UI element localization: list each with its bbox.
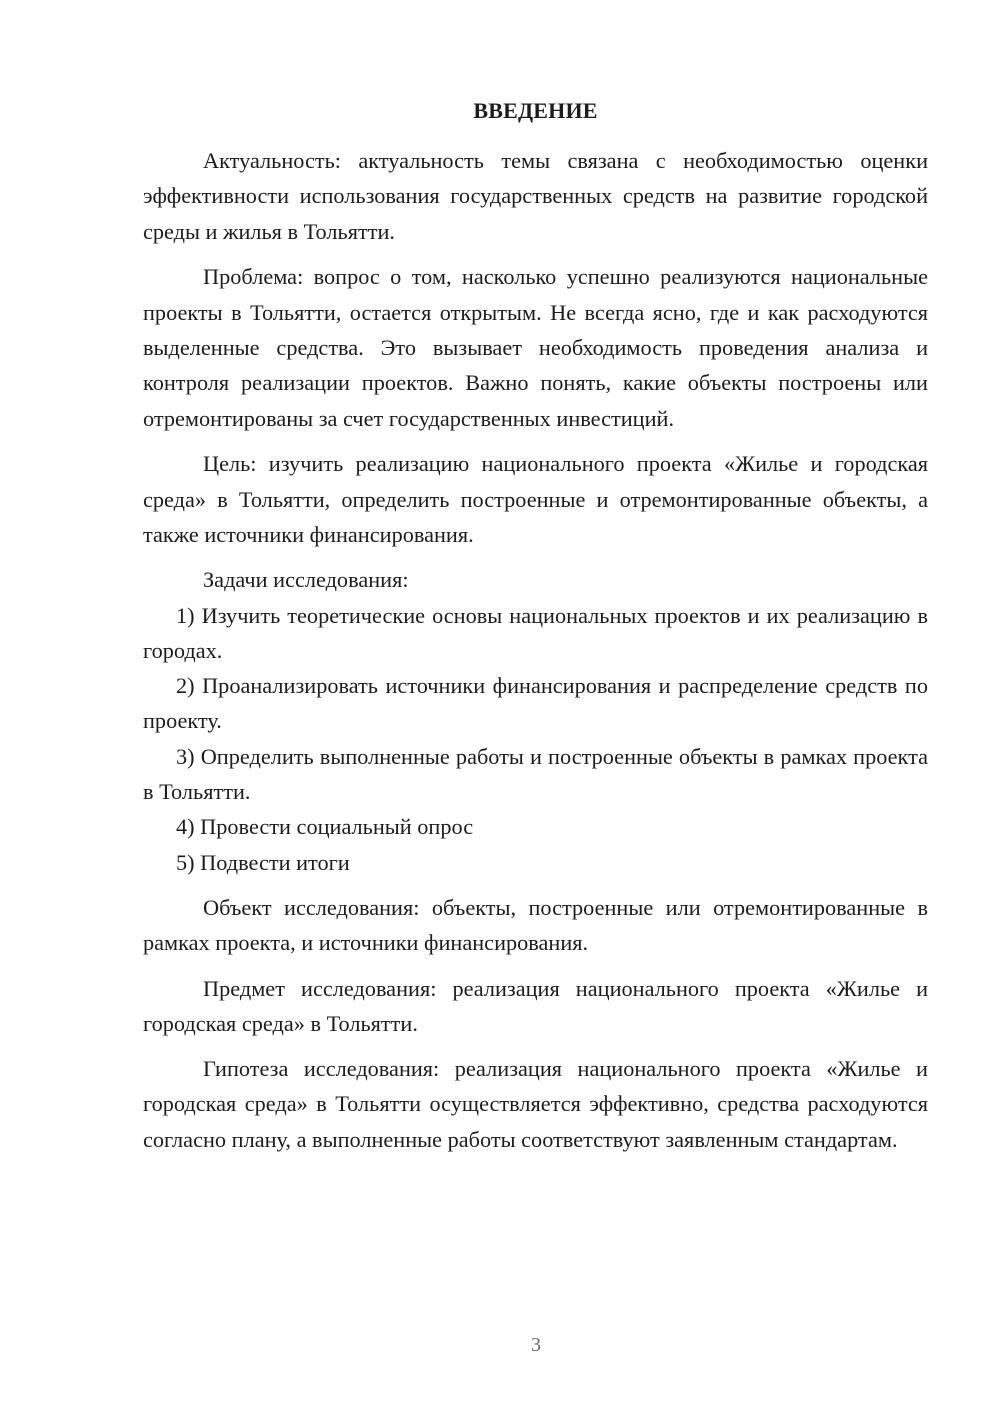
document-body	[143, 143, 928, 1157]
list-item: 4) Провести социальный опрос	[176, 814, 474, 840]
tasks-intro: Задачи исследования:	[203, 567, 409, 593]
list-item: 1) Изучить теоретические основы национальных проектов и их реализацию в городах.	[143, 602, 928, 663]
goal-paragraph: Цель: изучить реализацию национального проекта «Жилье и городская среда» в Тольятти, определить построенные и отремонтированные объекты, а также источники финансирования.	[143, 451, 928, 547]
section-heading: ВВЕДЕНИЕ	[473, 98, 598, 123]
page-number: 3	[531, 1334, 541, 1356]
list-item: 5) Подвести итоги	[176, 849, 350, 875]
subject-paragraph: Предмет исследования: реализация национального проекта «Жилье и городская среда» в Тольятти.	[143, 975, 928, 1036]
hypothesis-paragraph: Гипотеза исследования: реализация национального проекта «Жилье и городская среда» в Тольятти осуществляется эффективно, средства расходуются согласно плану, а выполненные работы соответствуют заявленным стандартам.	[143, 1056, 928, 1152]
relevance-paragraph: Актуальность: актуальность темы связана с необходимостью оценки эффективности использования государственных средств на развитие городской среды и жилья в Тольятти.	[143, 148, 928, 244]
tasks-list	[143, 598, 928, 880]
object-paragraph: Объект исследования: объекты, построенные или отремонтированные в рамках проекта, и источники финансирования.	[143, 894, 928, 956]
problem-paragraph: Проблема: вопрос о том, насколько успешно реализуются национальные проекты в Тольятти, остается открытым. Не всегда ясно, где и как расходуются выделенные средства. Это вызывает необходимость проведения анализа и контроля реализации проектов. Важно понять, какие объекты построены или отремонтированы за счет государственных инвестиций.	[143, 264, 928, 431]
list-item: 3) Определить выполненные работы и построенные объекты в рамках проекта в Тольятти.	[143, 743, 928, 805]
list-item: 2) Проанализировать источники финансирования и распределение средств по проекту.	[143, 673, 928, 734]
